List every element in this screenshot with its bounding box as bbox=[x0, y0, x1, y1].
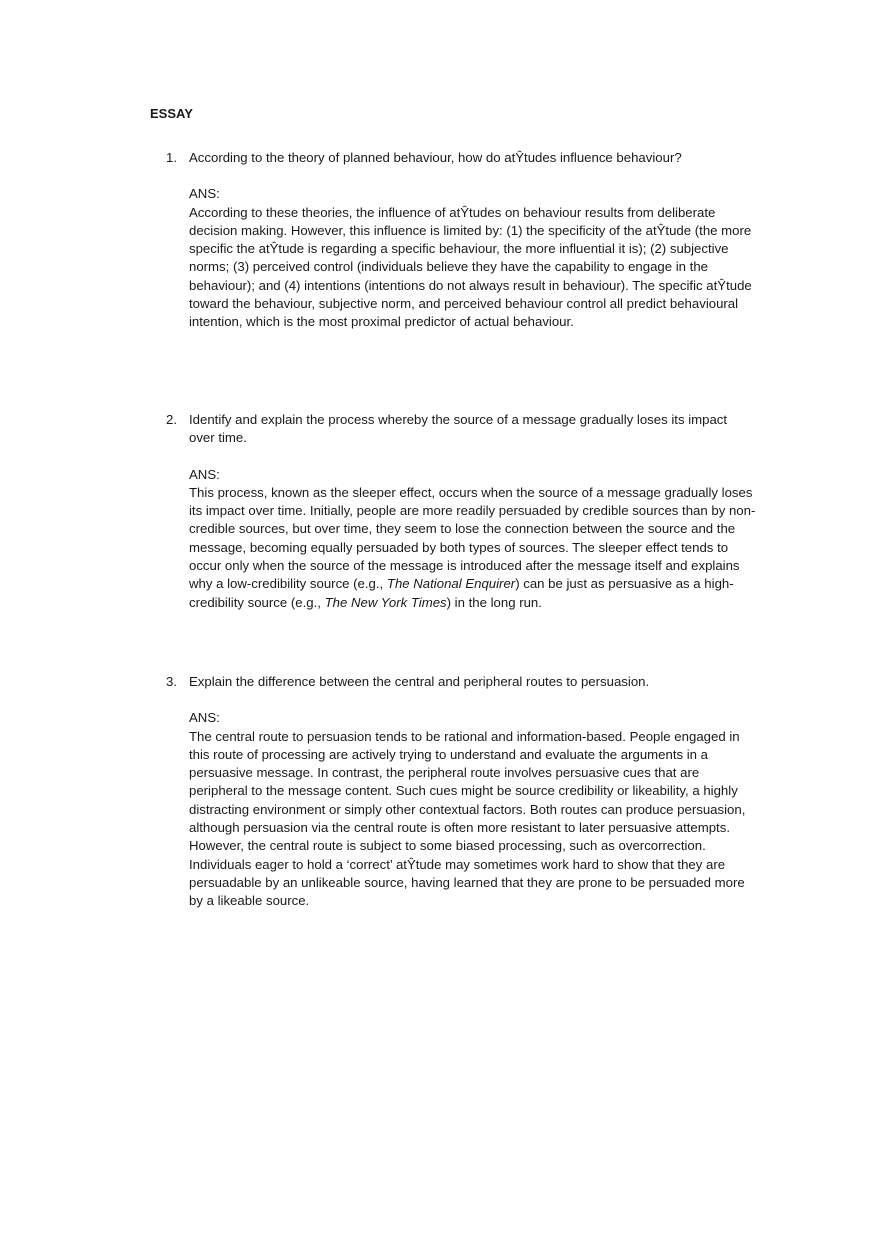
question-text: Explain the difference between the central and peripheral routes to persuasion. bbox=[189, 674, 650, 689]
answer-label: ANS: bbox=[189, 710, 220, 726]
question-text: According to the theory of planned behaviour, how do atŶtudes influence behaviour? bbox=[189, 150, 682, 165]
publication-title: The National Enquirer bbox=[386, 576, 516, 592]
question-number: 2. bbox=[166, 412, 177, 427]
answer-text bbox=[189, 484, 756, 612]
question-item-1 bbox=[166, 149, 756, 332]
question-item-3 bbox=[166, 673, 756, 911]
answer-text: The central route to persuasion tends to be rational and information-based. People engaged in this route of processing are actively trying to understand and evaluate the arguments in a persuasive message. In contrast, the peripheral route involves persuasive cues that are peripheral to the message content. Such cues might be source credibility or likeability, a highly distracting environment or simply other contextual factors. Both routes can produce persuasion, although persuasion via the central route is often more resistant to later persuasive attempts. However, the central route is subject to some biased processing, such as overcorrection. Individuals eager to hold a ‘correct’ atŶtude may sometimes work hard to show that they are persuadable by an unlikeable source, having learned that they are prone to be persuaded more by a likeable source. bbox=[189, 728, 746, 909]
answer-text-part: This process, known as the sleeper effect, occurs when the source of a message gradually loses its impact over time. Initially, people are more readily persuaded by credible sources than by non-credible sources, but over time, they seem to lose the connection between the source and the message, becoming equally persuaded by both types of sources. The sleeper effect tends to occur only when the source of the message is introduced after the message itself and explains why a low-credibility source (e.g., bbox=[189, 484, 756, 592]
answer-text-part: ) in the long run. bbox=[446, 594, 542, 610]
question-text: Identify and explain the process whereby the source of a message gradually loses its impact over time. bbox=[189, 412, 728, 446]
question-item-2 bbox=[166, 411, 756, 612]
answer-text-part: ) can be just as persuasive as a high-credibility source (e.g., bbox=[189, 576, 734, 610]
publication-title: The New York Times bbox=[324, 594, 447, 610]
section-heading: ESSAY bbox=[150, 106, 193, 121]
question-number: 3. bbox=[166, 674, 177, 689]
question-number: 1. bbox=[166, 150, 177, 165]
answer-label: ANS: bbox=[189, 466, 220, 482]
answer-text: According to these theories, the influence of atŶtudes on behaviour results from deliberate decision making. However, this influence is limited by: (1) the specificity of the atŶtude (the more specific the atŶtude is regarding a specific behaviour, the more influential it is); (2) subjective norms; (3) perceived control (individuals believe they have the capability to engage in the behaviour); and (4) intentions (intentions do not always result in behaviour). The specific atŶtude toward the behaviour, subjective norm, and perceived behaviour control all predict behavioural intention, which is the most proximal predictor of actual behaviour. bbox=[189, 204, 752, 330]
answer-label: ANS: bbox=[189, 186, 220, 202]
